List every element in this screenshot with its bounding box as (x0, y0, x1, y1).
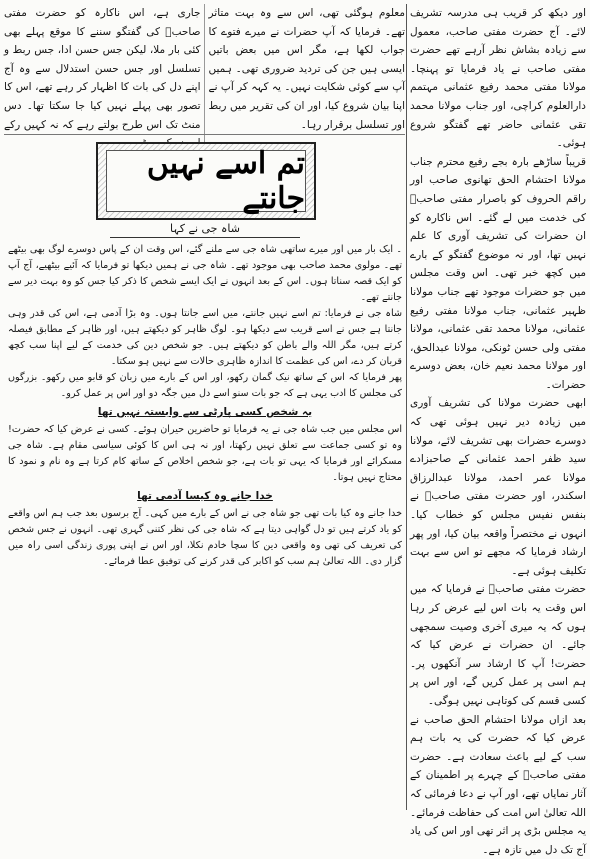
top-columns (4, 4, 405, 132)
column-divider (406, 4, 407, 810)
subheading: خدا جانے وہ کیسا آدمی تھا (137, 490, 273, 502)
top-column-paragraph: جاری ہے، اس ناکارہ کو حضرت مفتی صاحبؒ کی گفتگو سننے کا موقع پہلے بھی کئی بار ملا، لیکن جس حسن ادا، جس ربط و تسلسل اور جس حسن استدلال سے وہ آج اپنے دل کی بات کا اظہار کر رہے تھے، اس کا تصور بھی پہلے نہیں کیا جا سکتا تھا۔ دس منٹ تک اس طرح بولتے رہے کہ نہ کہیں رکے (4, 7, 201, 131)
body-paragraph: خدا جانے وہ کیا بات تھی جو شاہ جی نے اس کے بارے میں کہی۔ آج برسوں بعد جب ہم اس واقعے کو یاد کرتے ہیں تو دل گواہی دیتا ہے کہ شاہ جی کی نظر کتنی گہری تھی۔ انہوں نے جس شخص کی تعریف کی تھی وہ واقعی دین کا سچا خادم نکلا، اور اس نے اپنی پوری زندگی اسی راہ میں گزار دی۔ اللہ تعالیٰ ہم سب کو اکابر کی قدر کرنے کی توفیق عطا فرمائے۔ (8, 508, 402, 567)
top-column-paragraph: معلوم ہوگئی تھی، اس سے وہ بہت متاثر تھے۔ فرمایا کہ آپ حضرات نے میرے فتوے کا جواب لکھا ہے، مگر اس میں بعض باتیں ایسی ہیں جن کی تردید ضروری تھی۔ ہمیں آپ سے کوئی شکایت نہیں۔ یہ کہہ کر آپ نے اپنا بیان شروع کیا، اور ان کی تقریر میں ربط اور تسلسل برقرار رہا۔ (208, 7, 405, 131)
main-article-body (8, 242, 402, 810)
body-paragraph: اس مجلس میں جب شاہ جی نے یہ فرمایا تو حاضرین حیران ہوئے۔ کسی نے عرض کیا کہ حضرت! وہ تو کسی جماعت سے تعلق نہیں رکھتا، اور نہ ہی اس کا کوئی سیاسی مقام ہے۔ شاہ جی مسکرائے اور فرمایا کہ یہی تو بات ہے، جو شخص اخلاص کے ساتھ کام کرتا ہے وہ نام و نمود کا محتاج نہیں ہوتا۔ (8, 424, 402, 483)
headline-plate (106, 146, 306, 216)
right-column (410, 4, 586, 856)
headline-box (96, 142, 316, 220)
byline: شاہ جی نے کہا (110, 222, 300, 238)
right-column-paragraph: اور دیکھ کر قریب ہی مدرسہ تشریف لائے۔ آج حضرت مفتی صاحب، معمول سے زیادہ بشاش نظر آرہے تھے حضرت مفتی صاحب نے یاد فرمایا تو پہنچا۔ مولانا مفتی محمد رفیع عثمانی مہتمم دارالعلوم کراچی، اور جناب مولانا محمد تقی عثمانی حاضر تھے گفتگو شروع ہوئی۔ (410, 7, 586, 150)
headline: تم اسے نہیں جانتے (146, 146, 305, 216)
body-paragraph: ۔ ایک بار میں اور میرے ساتھی شاہ جی سے ملنے گئے، اس وقت ان کے پاس دوسرے لوگ بھی بیٹھے تھے۔ مولوی محمد صاحب بھی موجود تھے۔ شاہ جی نے ہمیں دیکھا تو فرمایا کہ آئیے بیٹھیے، آج آپ کو ایک قصہ سناتا ہوں۔ اس کے بعد انہوں نے ایک ایسے شخص کا ذکر کیا جس کو وہ بہت دیر سے جانتے تھے۔ (8, 244, 402, 303)
right-column-paragraph: قریباً ساڑھے بارہ بجے رفیع محترم جناب مولانا احتشام الحق تھانوی صاحب اور راقم الحروف کو باصرار مفتی صاحبؒ کی خدمت میں لے گئے۔ اس ناکارہ کو ان حضرات کی تشریف آوری کا علم نہیں تھا، اور نہ موضوع گفتگو کے بارے میں کچھ خبر تھی۔ اس وقت مجلس میں جو حضرات موجود تھے جناب مولانا ظہیر عثمانی، جناب مولانا مفتی رفیع عثمانی، مولانا محمد تقی عثمانی، مولانا مفتی ولی حسن ٹونکی، مولانا عبدالحق، اور مولانا محمد نعیم خان، بعض دوسرے حضرات۔ (410, 155, 586, 391)
body-paragraph: شاہ جی نے فرمایا: تم اسے نہیں جانتے، میں اسے جانتا ہوں۔ وہ بڑا آدمی ہے، اس کی قدر وہی جانتا ہے جس نے اسے قریب سے دیکھا ہو۔ لوگ ظاہر کو دیکھتے ہیں، اور ظاہر کے مطابق فیصلہ کرتے ہیں، مگر اللہ والے باطن کو دیکھتے ہیں۔ جو شخص دین کی خدمت کے لیے اپنا سب کچھ قربان کر دے، اس کی عظمت کا اندازہ ظاہری حالات سے نہیں ہو سکتا۔ (8, 308, 402, 367)
subheading: یہ شخص کسی پارٹی سے وابستہ نہیں تھا (97, 406, 313, 418)
section-divider (4, 134, 405, 135)
body-paragraph: پھر فرمایا کہ اس کے ساتھ نیک گمان رکھو، اور اس کے بارے میں زبان کو قابو میں رکھو۔ بزرگوں کی مجلس کا ادب یہی ہے کہ جو بات سنو اسے دل میں جگہ دو اور اس پر عمل کرو۔ (8, 372, 402, 399)
right-column-paragraph: ابھی حضرت مولانا کی تشریف آوری میں زیادہ دیر نہیں ہوئی تھی کہ دوسرے حضرات بھی تشریف لائے، مولانا سید ظفر احمد عثمانی کے صاحبزادے مولانا عمر احمد، مولانا عبدالرزاق اسکندر، اور حضرت مفتی صاحبؒ نے بنفس نفیس مجلس کو خطاب کیا۔ انہوں نے مختصراً واقعہ بیان کیا، اور پھر ارشاد فرمایا کہ مجھے تو اس سے بہت تکلیف ہوئی ہے۔ (410, 397, 586, 577)
right-column-paragraph: حضرت مفتی صاحبؒ نے فرمایا کہ میں اس وقت یہ بات اس لیے عرض کر رہا ہوں کہ یہ میری آخری وصیت سمجھی جائے۔ ان حضرات نے عرض کیا کہ حضرت! آپ کا ارشاد سر آنکھوں پر۔ ہم اسی پر عمل کریں گے، اور اس پر کسی قسم کی کوتاہی نہیں ہوگی۔ (410, 583, 586, 707)
right-column-paragraph: بعد ازاں مولانا احتشام الحق صاحب نے عرض کیا کہ حضرت کی یہ بات ہم سب کے لیے باعث سعادت ہے۔ حضرت مفتی صاحبؒ کے چہرے پر اطمینان کے آثار نمایاں تھے، اور آپ نے دعا فرمائی کہ اللہ تعالیٰ اس امت کی حفاظت فرمائے۔ یہ مجلس بڑی پر اثر تھی اور اس کی یاد آج تک دل میں تازہ ہے۔ (410, 713, 586, 856)
